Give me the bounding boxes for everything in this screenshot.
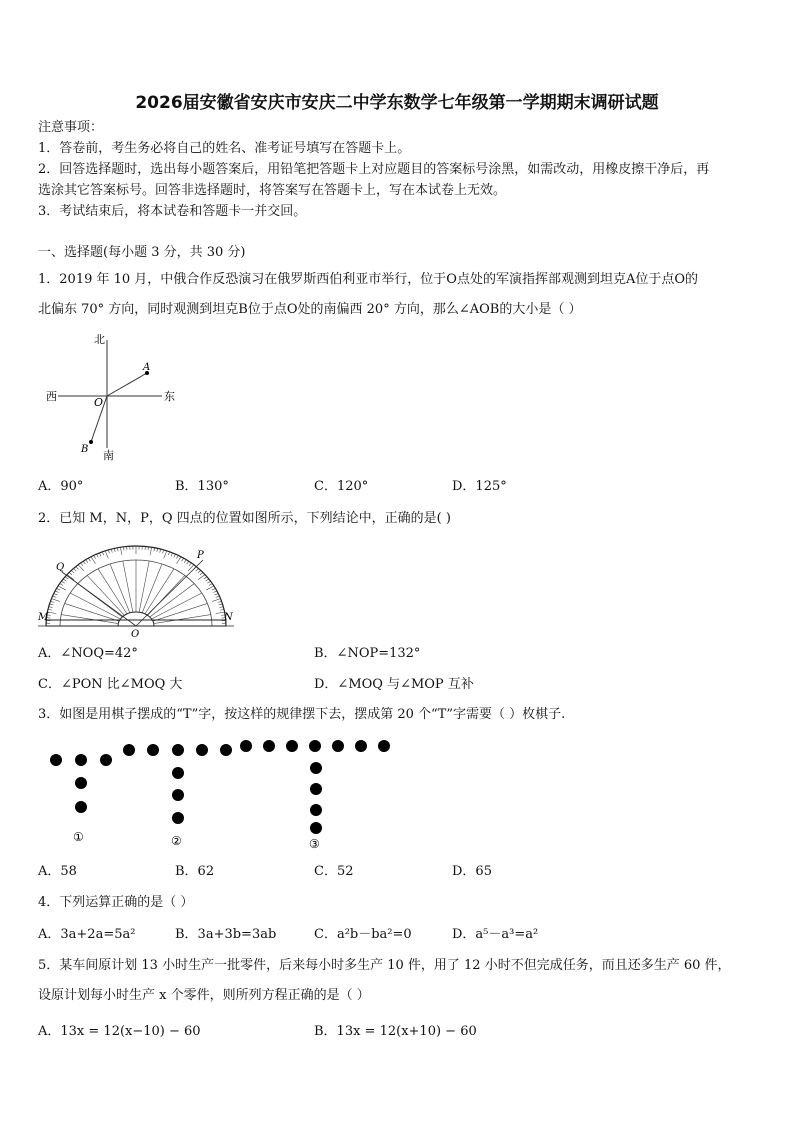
figure-1-label: ① — [73, 830, 84, 844]
protractor-tick — [51, 599, 59, 602]
chess-piece — [310, 804, 322, 816]
point-n-label: N — [224, 612, 233, 623]
q4-stem: 4．下列运算正确的是（ ） — [38, 895, 194, 910]
t-pattern-diagram — [40, 735, 400, 850]
q2-option-b[interactable]: B．∠NOP=132° — [314, 646, 421, 661]
protractor-tick — [105, 551, 108, 559]
section-heading: 一、选择题(每小题 3 分，共 30 分) — [38, 245, 246, 260]
chess-piece — [310, 762, 322, 774]
q4-option-d[interactable]: D．a⁵－a³=a² — [452, 927, 539, 942]
protractor-tick — [49, 604, 53, 605]
notice-item-2: 2．回答选择题时，选出每小题答案后，用铅笔把答题卡上对应题目的答案标号涂黑，如需改动，用橡皮擦干净后，再 — [38, 162, 710, 177]
chess-piece — [309, 740, 321, 752]
notice-heading: 注意事项： — [38, 120, 104, 135]
chess-piece — [100, 754, 112, 766]
protractor-tick — [47, 612, 56, 613]
chess-piece — [172, 767, 184, 779]
q1-option-b[interactable]: B．130° — [175, 479, 229, 494]
q2-stem: 2．已知 M，N，P，Q 四点的位置如图所示，下列结论中，正确的是( ) — [38, 511, 451, 526]
protractor-tick — [48, 609, 52, 610]
q3-option-a[interactable]: A．58 — [38, 864, 77, 879]
protractor-ray — [110, 564, 130, 613]
point-m-label: M — [38, 612, 49, 623]
q4-option-c[interactable]: C．a²b－ba²=0 — [314, 927, 412, 942]
protractor-ray — [65, 603, 120, 621]
chess-piece — [220, 744, 232, 756]
chess-piece — [172, 744, 184, 756]
chess-piece — [123, 744, 135, 756]
chess-piece — [332, 740, 344, 752]
q4-option-a[interactable]: A．3a+2a=5a² — [38, 927, 136, 942]
point-a-label: A — [143, 362, 151, 373]
point-o-label-2: O — [131, 629, 140, 640]
protractor-tick — [219, 604, 223, 605]
compass-diagram — [40, 330, 190, 462]
q5-stem-line2: 设原计划每小时生产 x 个零件，则所列方程正确的是（ ） — [38, 988, 370, 1003]
q5-stem-line1: 5．某车间原计划 13 小时生产一批零件，后来每小时多生产 10 件，用了 12 小时不但完成任务，而且还多生产 60 件， — [38, 958, 731, 973]
chess-piece — [50, 754, 62, 766]
protractor-tick — [164, 551, 167, 559]
chess-piece — [147, 744, 159, 756]
q5-option-b[interactable]: B．13x = 12(x+10) − 60 — [314, 1024, 477, 1039]
east-label: 东 — [164, 390, 175, 403]
q5-option-a[interactable]: A．13x = 12(x−10) − 60 — [38, 1024, 201, 1039]
protractor-ray — [154, 615, 211, 624]
q1-stem-line1: 1．2019 年 10 月，中俄合作反恐演习在俄罗斯西伯利亚市举行，位于O点处的军演指挥部观测到坦克A位于点O的 — [38, 272, 698, 287]
chess-piece — [240, 740, 252, 752]
q3-option-c[interactable]: C．52 — [314, 864, 354, 879]
page-title: 2026届安徽省安庆市安庆二中学东数学七年级第一学期期末调研试题 — [135, 93, 659, 113]
chess-piece — [172, 789, 184, 801]
figure-2-label: ② — [171, 834, 182, 848]
notice-item-3: 3．考试结束后，将本试卷和答题卡一并交回。 — [38, 204, 307, 219]
west-label: 西 — [46, 390, 57, 403]
protractor-ray — [153, 603, 208, 621]
q2-option-a[interactable]: A．∠NOQ=42° — [38, 646, 138, 661]
chess-piece — [172, 812, 184, 824]
protractor-tick — [220, 609, 224, 610]
protractor-diagram — [38, 538, 238, 638]
q1-option-a[interactable]: A．90° — [38, 479, 84, 494]
chess-piece — [310, 822, 322, 834]
protractor-tick — [49, 607, 53, 608]
chess-piece — [75, 801, 87, 813]
notice-item-2-cont: 选涂其它答案标号。回答非选择题时，将答案写在答题卡上，写在本试卷上无效。 — [38, 183, 507, 198]
q1-option-d[interactable]: D．125° — [452, 479, 507, 494]
chess-piece — [378, 740, 390, 752]
notice-item-1: 1．答卷前，考生务必将自己的姓名、准考证号填写在答题卡上。 — [38, 141, 411, 156]
chess-piece — [263, 740, 275, 752]
chess-piece — [310, 783, 322, 795]
protractor-ray — [61, 615, 118, 624]
q1-stem-line2: 北偏东 70° 方向，同时观测到坦克B位于点O处的南偏西 20° 方向，那么∠AOB的大小是（ ） — [38, 302, 582, 317]
point-q-label: Q — [56, 562, 65, 573]
point-b-label: B — [81, 444, 89, 455]
q2-option-d[interactable]: D．∠MOQ 与∠MOP 互补 — [314, 677, 474, 692]
figure-3-label: ③ — [309, 837, 320, 851]
chess-piece — [355, 740, 367, 752]
protractor-tick — [150, 547, 152, 555]
chess-piece — [75, 777, 87, 789]
protractor-ray — [123, 561, 133, 612]
chess-piece — [286, 740, 298, 752]
chess-piece — [196, 744, 208, 756]
point-o-label: O — [94, 396, 104, 409]
q3-option-b[interactable]: B．62 — [175, 864, 215, 879]
chess-piece — [75, 754, 87, 766]
protractor-ray — [139, 561, 149, 612]
protractor-tick — [212, 599, 220, 602]
q2-option-c[interactable]: C．∠PON 比∠MOQ 大 — [38, 677, 183, 692]
q3-option-d[interactable]: D．65 — [452, 864, 492, 879]
south-label: 南 — [103, 449, 114, 462]
point-p-label: P — [197, 550, 204, 561]
north-label: 北 — [94, 333, 105, 346]
protractor-tick — [120, 547, 122, 555]
protractor-tick — [219, 607, 223, 608]
q3-stem: 3．如图是用棋子摆成的“T”字，按这样的规律摆下去，摆成第 20 个“T”字需要（ ）枚棋子. — [38, 707, 566, 722]
q4-option-b[interactable]: B．3a+3b=3ab — [175, 927, 277, 942]
protractor-ray — [142, 564, 162, 613]
q1-option-c[interactable]: C．120° — [314, 479, 369, 494]
